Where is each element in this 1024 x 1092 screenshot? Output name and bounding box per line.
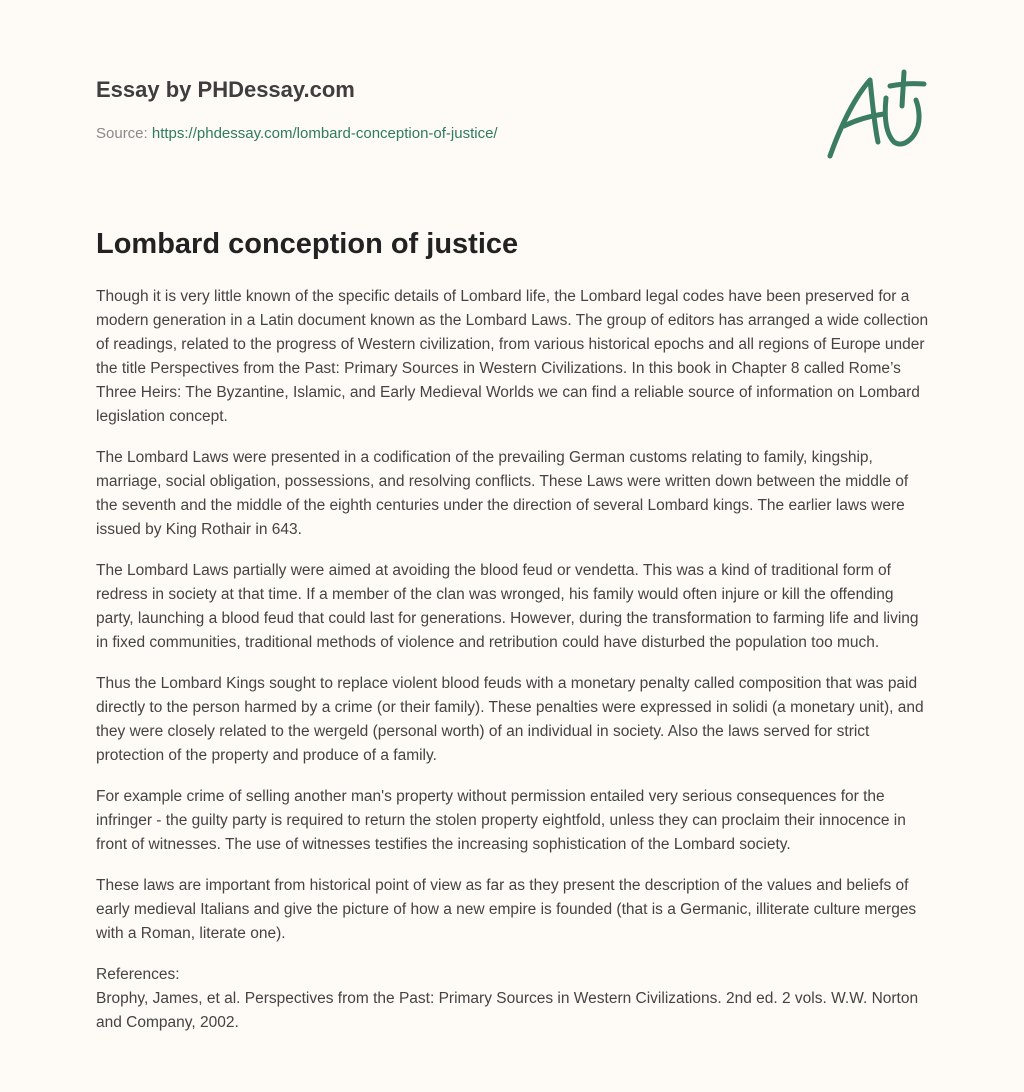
essay-paragraph: The Lombard Laws partially were aimed at avoiding the blood feud or vendetta. This was a kind of traditional form of redress in society at that time. If a member of the clan was wronged, his family would often injure or kill the offending party, launching a blood feud that could last for generations. However, during the transformation to farming life and living in fixed communities, traditional methods of violence and retribution could have disturbed the population too much. xyxy=(96,562,919,651)
references-label: References: xyxy=(96,966,180,983)
source-line xyxy=(96,124,696,144)
essay-title: Lombard conception of justice xyxy=(96,228,519,260)
references xyxy=(96,963,932,1035)
page-header xyxy=(96,76,696,144)
site-title: Essay by PHDessay.com xyxy=(96,77,355,102)
reference-entry: Brophy, James, et al. Perspectives from the Past: Primary Sources in Western Civilizations. 2nd ed. 2 vols. W.W. Norton and Company, 2002. xyxy=(96,990,919,1031)
essay-body xyxy=(96,285,932,1035)
essay-paragraph: For example crime of selling another man's property without permission entailed very serious consequences for the infringer - the guilty party is required to return the stolen property eightfold, unless they can proclaim their innocence in front of witnesses. The use of witnesses testifies the increasing sophistication of the Lombard society. xyxy=(96,788,906,853)
a-plus-logo-icon xyxy=(822,68,928,164)
essay-paragraph: These laws are important from historical point of view as far as they present the description of the values and beliefs of early medieval Italians and give the picture of how a new empire is founded (that is a Germanic, illiterate culture merges with a Roman, literate one). xyxy=(96,877,917,942)
essay-paragraph: Thus the Lombard Kings sought to replace violent blood feuds with a monetary penalty called composition that was paid directly to the person harmed by a crime (or their family). These penalties were expressed in solidi (a monetary unit), and they were closely related to the wergeld (personal worth) of an individual in society. Also the laws served for strict protection of the property and produce of a family. xyxy=(96,675,924,764)
essay-paragraph: Though it is very little known of the specific details of Lombard life, the Lombard legal codes have been preserved for a modern generation in a Latin document known as the Lombard Laws. The group of editors has arranged a wide collection of readings, related to the progress of Western civilization, from various historical epochs and all regions of Europe under the title Perspectives from the Past: Primary Sources in Western Civilizations. In this book in Chapter 8 called Rome’s Three Heirs: The Byzantine, Islamic, and Early Medieval Worlds we can find a reliable source of information on Lombard legislation concept. xyxy=(96,288,929,425)
essay-paragraph: The Lombard Laws were presented in a codification of the prevailing German customs relating to family, kingship, marriage, social obligation, possessions, and resolving conflicts. These Laws were written down between the middle of the seventh and the middle of the eighth centuries under the direction of several Lombard kings. The earlier laws were issued by King Rothair in 643. xyxy=(96,449,909,538)
source-link[interactable]: https://phdessay.com/lombard-conception-of-justice/ xyxy=(151,125,498,142)
source-label: Source: xyxy=(96,125,148,142)
